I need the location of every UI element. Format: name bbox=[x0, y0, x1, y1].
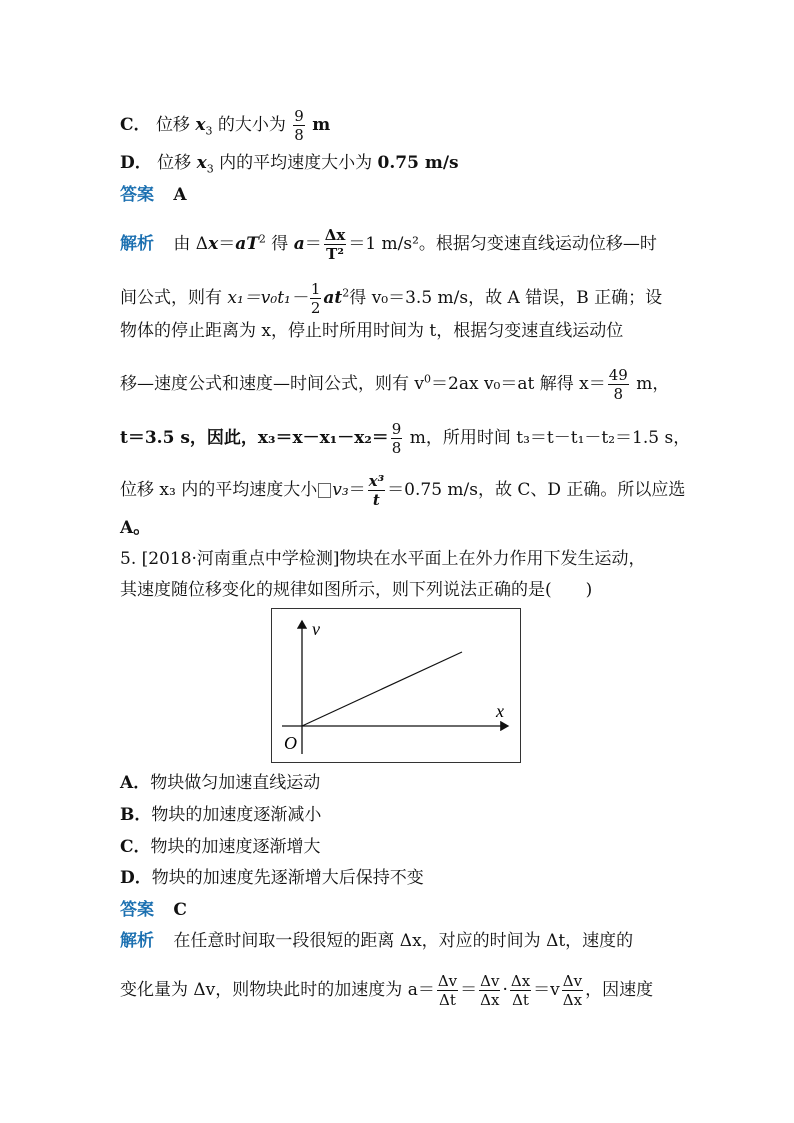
q4-expl-frac-half: $\frac{1}{2}$ bbox=[310, 280, 321, 317]
q4-expl-line-4: 移—速度公式和速度—时间公式，则有 $v^0=2ax$ v₀＝at 解得 x＝ $\frac{49}{8}$ m， bbox=[120, 366, 670, 403]
origin-label: O bbox=[284, 733, 297, 753]
q5-answer-label: 答案 bbox=[120, 900, 154, 920]
v-x-graph-svg bbox=[272, 609, 522, 764]
q4-expl-frac-x3-t: $\frac{\text{x³}}{t}$ bbox=[368, 472, 385, 509]
q4-answer bbox=[120, 184, 187, 206]
option-c-label: C． bbox=[120, 115, 151, 135]
option-d-value: 0.75 m/s bbox=[377, 153, 459, 173]
option-d-text-a: 位移 bbox=[157, 153, 192, 173]
q4-expl-line-2: 间公式，则有 x₁＝v₀t₁－ $\frac{1}{2}$ $at^2$得 v₀＝3.5 m/s，故 A 错误，B 正确；设 bbox=[120, 280, 663, 317]
q5-stem-line-1: 5. [2018·河南重点中学检测]物块在水平面上在外力作用下发生运动， bbox=[120, 549, 646, 569]
v-x-line bbox=[302, 652, 462, 726]
q5-expl-label: 解析 bbox=[120, 931, 154, 951]
q5-expl-line-2: 变化量为 Δv，则物块此时的加速度为 a＝ $\frac{\Delta v}{\Delta t}$ ＝ $\frac{\Delta v}{\Delta x}$ · $\frac{\Delta x}{\Delta t}$ ＝v $\frac{\Delta v}{\Delta x}$ ，因速度 bbox=[120, 972, 654, 1009]
option-c-sub: 3 bbox=[205, 124, 213, 138]
q5-answer bbox=[120, 899, 187, 921]
x-axis-label: x bbox=[496, 701, 504, 721]
option-c-fraction: $\frac{9}{8}$ bbox=[294, 107, 304, 144]
q4-expl-line-6: 位移 x₃ 内的平均速度大小 v₃＝ $\frac{\text{x³}}{t}$ ＝0.75 m/s，故 C、D 正确。所以应选 bbox=[120, 472, 686, 509]
q5-stem-line-2: 其速度随位移变化的规律如图所示，则下列说法正确的是( ) bbox=[120, 580, 593, 600]
option-c-text-a: 位移 bbox=[155, 115, 190, 135]
option-d-sub: 3 bbox=[206, 162, 214, 176]
option-d-var: x bbox=[196, 153, 207, 173]
q4-expl-frac-9-8: $\frac{9}{8}$ bbox=[391, 420, 402, 457]
q4-expl-label: 解析 bbox=[120, 234, 154, 254]
q5-option-d: D．物块的加速度先逐渐增大后保持不变 bbox=[120, 868, 424, 888]
q5-option-a: A．物块做匀加速直线运动 bbox=[120, 773, 321, 793]
option-d-label: D． bbox=[120, 153, 152, 173]
q4-answer-label: 答案 bbox=[120, 185, 154, 205]
q4-expl-line-1: 解析 由 $\Delta x=aT^2$ 得 a＝ $\frac{\Delta x}{\text{T²}}$ ＝1 m/s²。根据匀变速直线运动位移—时 bbox=[120, 226, 657, 263]
q5-option-c: C．物块的加速度逐渐增大 bbox=[120, 837, 321, 857]
option-c-text-b: 的大小为 bbox=[217, 115, 286, 135]
option-c bbox=[120, 107, 330, 144]
q4-answer-value: A bbox=[173, 185, 187, 205]
q5-answer-value: C bbox=[173, 900, 187, 920]
q5-option-b: B．物块的加速度逐渐减小 bbox=[120, 805, 322, 825]
option-c-unit: m bbox=[312, 115, 331, 135]
q5-expl-line-1: 解析 在任意时间取一段很短的距离 Δx，对应的时间为 Δt，速度的 bbox=[120, 931, 634, 951]
y-axis-label: v bbox=[312, 619, 320, 639]
v-x-graph bbox=[271, 608, 521, 763]
missing-glyph-icon bbox=[318, 483, 331, 498]
q4-expl-line-5: t＝3.5 s，因此，x₃＝x－x₁－x₂＝ $\frac{9}{8}$ m，所用时间 t₃＝t－t₁－t₂＝1.5 s， bbox=[120, 420, 691, 457]
option-c-var: x bbox=[195, 115, 206, 135]
q4-expl-line-7: A。 bbox=[120, 518, 151, 538]
q4-expl-line-3: 物体的停止距离为 x，停止时所用时间为 t，根据匀变速直线运动位 bbox=[120, 321, 624, 341]
q4-expl-frac-1: $\frac{\Delta x}{\text{T²}}$ bbox=[324, 226, 346, 263]
option-d bbox=[120, 152, 459, 174]
option-d-text-b: 内的平均速度大小为 bbox=[219, 153, 373, 173]
q4-expl-frac-49-8: $\frac{49}{8}$ bbox=[608, 366, 628, 403]
